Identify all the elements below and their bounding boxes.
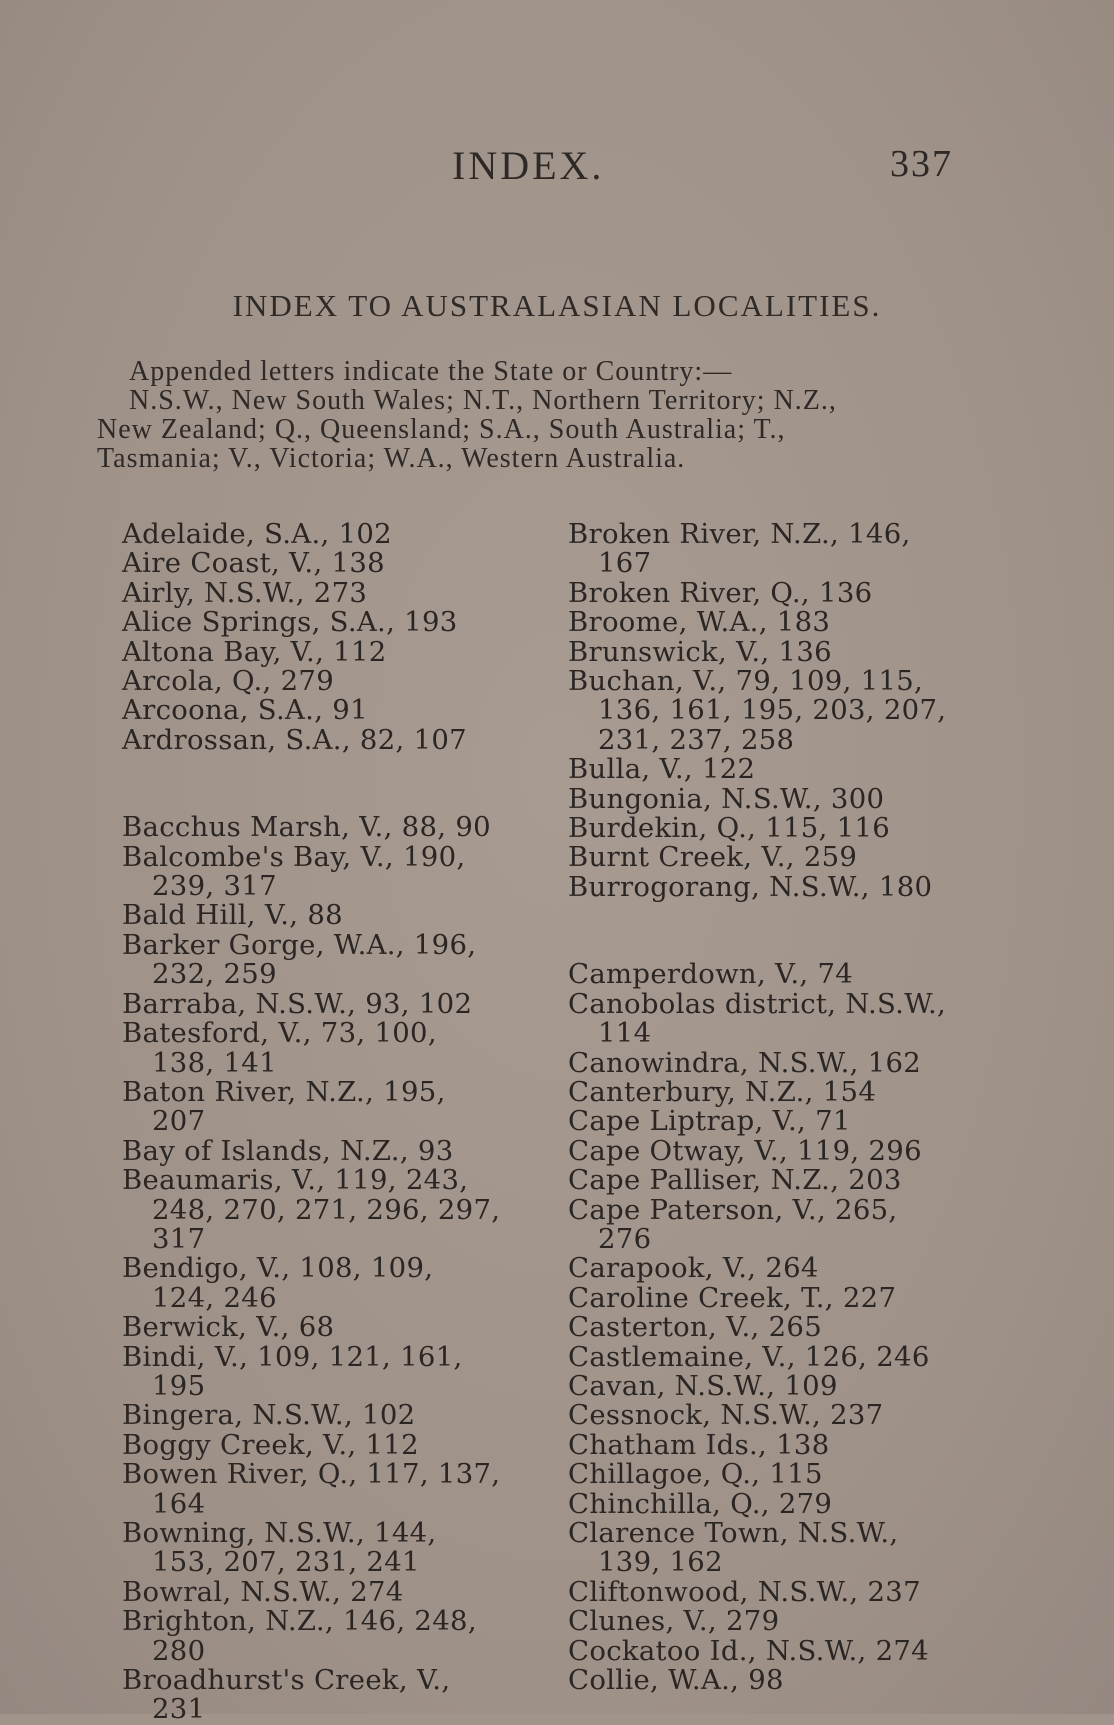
index-entry: Bay of Islands, N.Z., 93 [122,1134,454,1167]
index-entry: Aire Coast, V., 138 [122,547,385,580]
entries-b-continued [568,520,950,902]
index-entry: Cape Liptrap, V., 71 [568,1105,851,1138]
index-entry: Boggy Creek, V., 112 [122,1428,419,1461]
index-entry: Baton River, N.Z., 195, 207 [122,1075,446,1138]
index-entry: Adelaide, S.A., 102 [122,518,392,550]
key-intro: Appended letters indicate the State or Country:— [129,356,733,387]
index-entry: Burnt Creek, V., 259 [568,841,858,874]
index-entry: Casterton, V., 265 [568,1311,822,1344]
index-entry: Bungonia, N.S.W., 300 [568,782,885,815]
index-entry: Bowning, N.S.W., 144, 153, 207, 231, 241 [122,1517,437,1579]
index-entry: Cape Paterson, V., 265, 276 [568,1193,898,1255]
key-line: Tasmania; V., Victoria; W.A., Western Australia. [97,443,686,474]
section-gap [568,902,950,960]
page-number: 337 [890,143,953,185]
index-entry: Bulla, V., 122 [568,753,756,786]
index-entry: Carapook, V., 264 [568,1252,819,1285]
right-column [568,520,950,1695]
entries-a [122,520,502,755]
index-entry: Broken River, Q., 136 [568,576,873,609]
index-entry: Burdekin, Q., 115, 116 [568,812,891,845]
index-entry: Camperdown, V., 74 [568,958,854,991]
index-entry: Chillagoe, Q., 115 [568,1458,823,1491]
index-entry: Clunes, V., 279 [568,1605,780,1638]
index-entry: Arcola, Q., 279 [122,665,335,698]
index-entry: Chatham Ids., 138 [568,1428,830,1461]
index-entry: Bingera, N.S.W., 102 [122,1399,416,1432]
index-entry: Cliftonwood, N.S.W., 237 [568,1575,921,1608]
index-entry: Chinchilla, Q., 279 [568,1487,833,1520]
index-entry: Burrogorang, N.S.W., 180 [568,870,933,903]
section-gap [122,755,502,813]
index-entry: Brunswick, V., 136 [568,635,832,668]
index-entry: Collie, W.A., 98 [568,1664,784,1697]
left-column [122,520,502,1725]
index-entry: Batesford, V., 73, 100, 138, 141 [122,1017,437,1079]
index-entry: Cape Otway, V., 119, 296 [568,1134,922,1167]
index-entry: Barraba, N.S.W., 93, 102 [122,987,473,1020]
running-head: INDEX. [452,143,605,188]
key-line: N.S.W., New South Wales; N.T., Northern Territory; N.Z., [129,385,837,416]
index-entry: Airly, N.S.W., 273 [122,576,368,609]
index-entry: Beaumaris, V., 119, 243, 248, 270, 271, 296, 297, 317 [122,1164,501,1255]
index-entry: Canobolas district, N.S.W., 114 [568,987,947,1050]
index-entry: Bendigo, V., 108, 109, 124, 246 [122,1252,434,1314]
index-entry: Berwick, V., 68 [122,1311,335,1344]
index-entry: Barker Gorge, W.A., 196, 232, 259 [122,928,477,991]
entries-c [568,960,950,1695]
index-entry: Alice Springs, S.A., 193 [122,606,458,639]
index-entry: Bacchus Marsh, V., 88, 90 [122,811,491,844]
index-entry: Altona Bay, V., 112 [122,635,387,668]
index-entry: Bowral, N.S.W., 274 [122,1575,404,1608]
index-entry: Bowen River, Q., 117, 137, 164 [122,1458,501,1520]
index-title: INDEX TO AUSTRALASIAN LOCALITIES. [232,288,882,323]
index-entry: Cessnock, N.S.W., 237 [568,1399,884,1432]
index-entry: Cape Palliser, N.Z., 203 [568,1164,902,1197]
index-entry: Ardrossan, S.A., 82, 107 [122,723,467,756]
key-line: New Zealand; Q., Queensland; S.A., South Australia; T., [97,414,786,445]
index-entry: Broken River, N.Z., 146, 167 [568,518,911,580]
index-entry: Cavan, N.S.W., 109 [568,1369,838,1402]
index-entry: Arcoona, S.A., 91 [122,694,368,727]
index-entry: Bindi, V., 109, 121, 161, 195 [122,1340,463,1402]
index-entry: Castlemaine, V., 126, 246 [568,1340,930,1373]
index-entry: Buchan, V., 79, 109, 115, 136, 161, 195, 203, 207, 231, 237, 258 [568,665,947,756]
index-entry: Broome, W.A., 183 [568,606,831,639]
entries-b [122,813,502,1725]
index-entry: Caroline Creek, T., 227 [568,1281,897,1314]
index-entry: Clarence Town, N.S.W., 139, 162 [568,1517,899,1579]
abbreviation-key [97,357,957,473]
index-entry: Canowindra, N.S.W., 162 [568,1046,922,1079]
index-entry: Cockatoo Id., N.S.W., 274 [568,1634,929,1667]
index-entry: Brighton, N.Z., 146, 248, 280 [122,1605,477,1667]
index-entry: Broadhurst's Creek, V., 231 [122,1664,451,1725]
index-entry: Canterbury, N.Z., 154 [568,1075,877,1108]
index-entry: Balcombe's Bay, V., 190, 239, 317 [122,840,466,903]
index-entry: Bald Hill, V., 88 [122,899,343,932]
